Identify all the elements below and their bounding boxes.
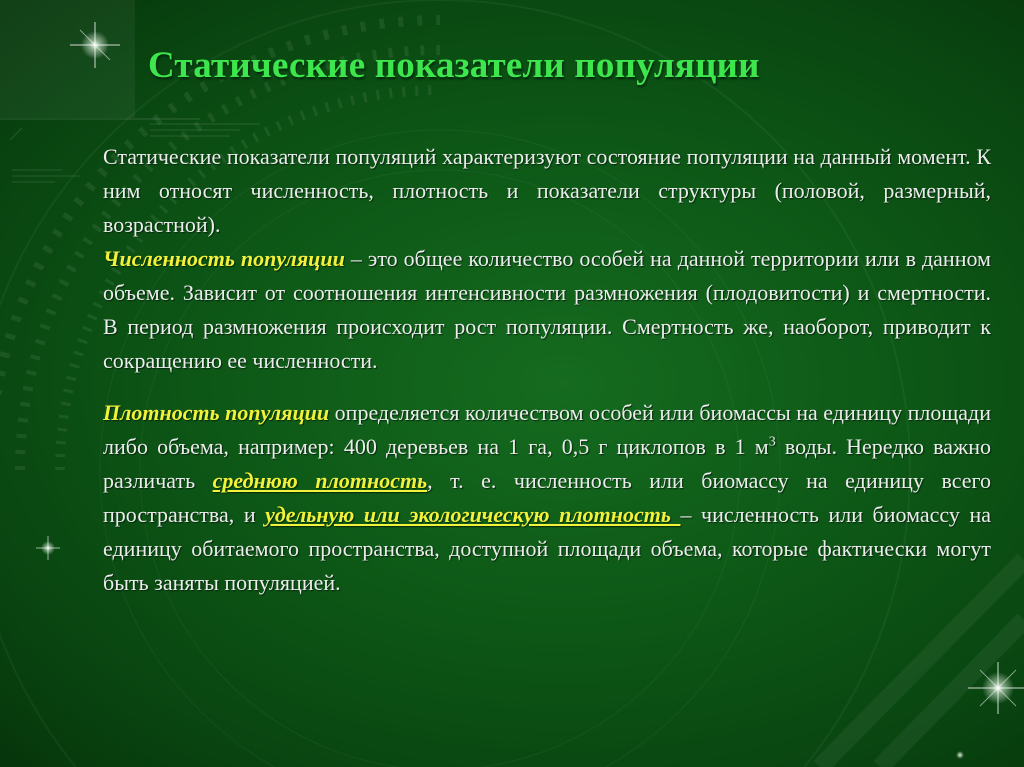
paragraph-text: определяется количеством особей или биомассы на единицу площади либо объема, например: 400 деревьев на 1 га, 0,5 г циклопов в 1 м [103,400,992,459]
paragraph-text: , т. е. численность или биомассу на единицу всего пространства, и [103,468,991,527]
sparkle-icon [956,751,964,759]
term-mean-density: среднюю плотность [212,468,428,493]
term-population-size: Численность популяции [103,246,345,271]
paragraph-text: воды. Нередко важно различать [103,434,991,493]
corner-panel [0,0,135,118]
paragraph-text: – численность или биомассу на единицу обитаемого пространства, доступной площади объема, которые фактически могут быть заняты популяцией. [103,502,991,595]
paragraph-static-indicators [103,140,991,242]
paragraph-population-size [103,242,991,378]
superscript: 3 [768,434,776,450]
sparkle-icon [36,536,60,560]
paragraph-population-density [103,396,991,600]
term-ecological-density: удельную или экологическую плотность [265,502,681,527]
paragraph-text: Статические показатели популяций характеризуют состояние популяции на данный момент. К ним относят численность, плотность и показатели структуры (половой, размерный, возрастной). [103,144,991,237]
slide-title: Статические показатели популяции [148,45,760,86]
slide-body [103,140,991,600]
term-population-density: Плотность популяции [103,400,330,425]
paragraph-text: – это общее количество особей на данной территории или в данном объеме. Зависит от соотношения интенсивности размножения (плодовитости) и смертности. В период размножения происходит рост популяции. Смертность же, наоборот, приводит к сокращению ее численности. [103,246,991,373]
